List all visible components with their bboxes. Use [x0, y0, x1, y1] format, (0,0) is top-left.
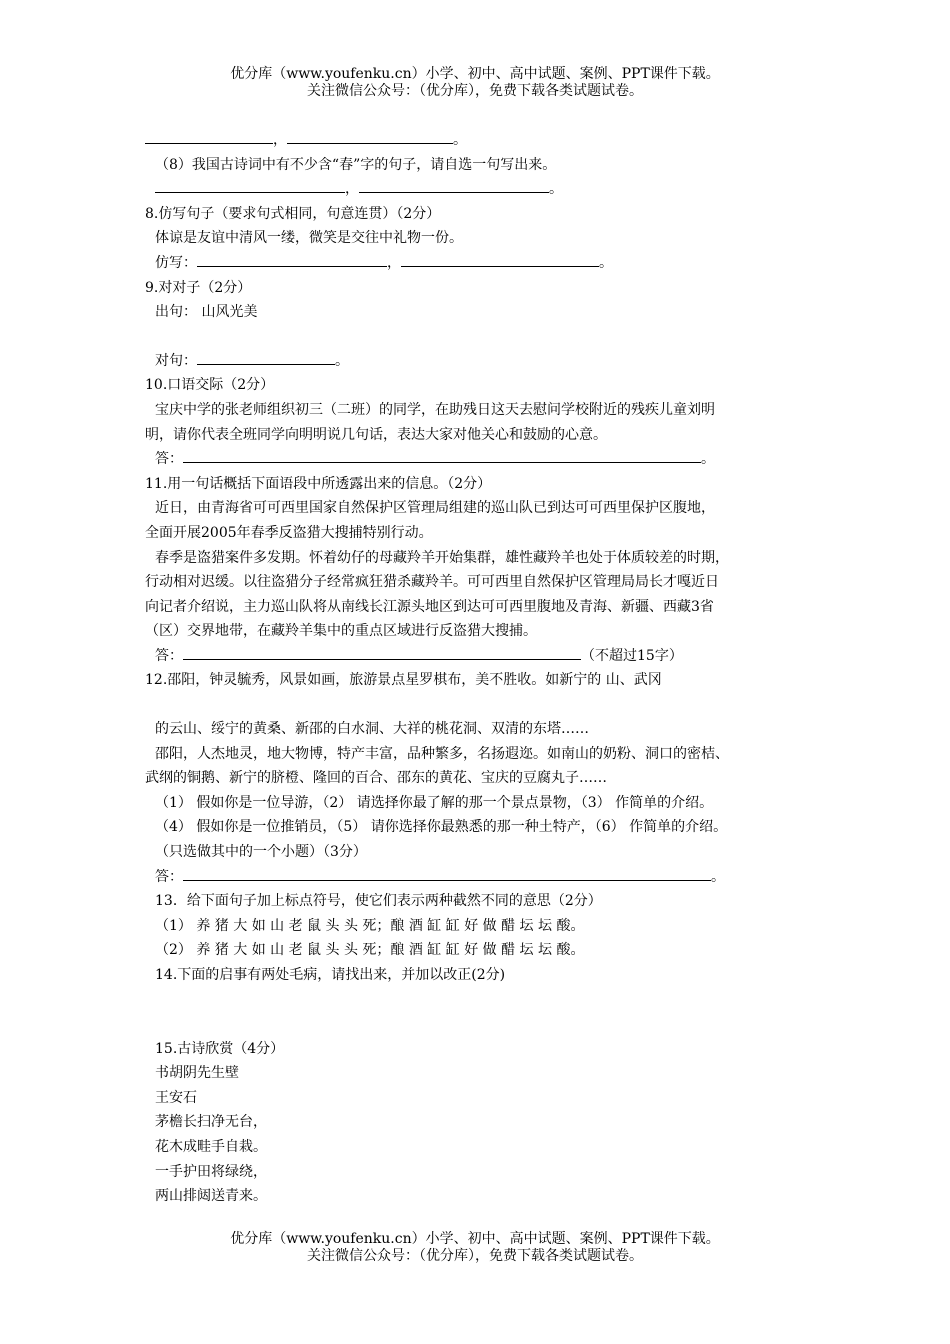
question-12-text-d: 武纲的铜鹅、新宁的脐橙、隆回的百合、邵东的黄花、宝庆的豆腐丸子……: [145, 770, 607, 787]
page-header: [0, 66, 950, 100]
question-15-title: 15.古诗欣赏（4分）: [155, 1040, 285, 1057]
header-line-1: 优分库（www.youfenku.cn）小学、初中、高中试题、案例、PPT课件下载。: [230, 66, 720, 82]
question-12-text-a: 12.邵阳，钟灵毓秀，风景如画，旅游景点星罗棋布，美不胜收。如新宁的 山、武冈: [145, 672, 662, 689]
question-11-para-2d: （区）交界地带，在藏羚羊集中的重点区域进行反盗猎大搜捕。: [145, 623, 537, 640]
question-14-title: 14.下面的启事有两处毛病，请找出来，并加以改正(2分): [155, 967, 506, 983]
question-10-title: 10.口语交际（2分）: [145, 377, 275, 394]
question-9-title: 9.对对子（2分）: [145, 279, 252, 296]
question-12-text-c: 邵阳，人杰地灵，地大物博，特产丰富，品种繁多，名扬遐迩。如南山的奶粉、洞口的密桔、: [155, 745, 729, 762]
page-footer: [0, 1231, 950, 1265]
question-12-option-f: （4） 假如你是一位推销员，（5） 请你选择你最熟悉的那一种土特产，（6） 作简单的介绍。: [155, 819, 728, 836]
answer-line-q7-8: ， 。: [145, 177, 835, 202]
question-9-prompt: 出句： 山风光美: [155, 304, 258, 321]
poem-line-2: 花木成畦手自栽。: [155, 1138, 267, 1155]
blank[interactable]: [183, 645, 581, 660]
poem-line-4: 两山排闼送青来。: [155, 1188, 267, 1205]
question-11-para-1a: 近日，由青海省可可西里国家自然保护区管理局组建的巡山队已到达可可西里保护区腹地，: [155, 500, 715, 517]
question-11-title: 11.用一句话概括下面语段中所透露出来的信息。（2分）: [145, 475, 492, 492]
footer-line-2: 关注微信公众号：（优分库），免费下载各类试题试卷。: [307, 1248, 643, 1264]
answer-line-q9: 对句： 。: [145, 349, 835, 374]
blank[interactable]: [359, 178, 549, 193]
answer-line-q12: 答： 。: [145, 865, 835, 890]
question-10-text-1: 宝庆中学的张老师组织初三（二班）的同学，在助残日这天去慰问学校附近的残疾儿童刘明: [155, 401, 715, 418]
answer-line-q10: 答： 。: [145, 447, 835, 472]
question-13-item-2: （2） 养 猪 大 如 山 老 鼠 头 头 死；酿 酒 缸 缸 好 做 醋 坛 坛 酸。: [155, 942, 585, 959]
question-11-para-2b: 行动相对迟缓。以往盗猎分子经常疯狂猎杀藏羚羊。可可西里自然保护区管理局局长才嘎近日: [145, 574, 719, 591]
blank[interactable]: [287, 129, 453, 144]
answer-line-q11: 答： （不超过15字）: [145, 644, 835, 669]
question-12-option-e: （1） 假如你是一位导游，（2） 请选择你最了解的那一个景点景物，（3） 作简单的介绍。: [155, 794, 714, 811]
answer-line-q7-7: ， 。: [145, 128, 835, 153]
question-13-title: 13．给下面句子加上标点符号，使它们表示两种截然不同的意思（2分）: [155, 893, 602, 910]
question-12-note: （只选做其中的一个小题）（3分）: [155, 844, 367, 861]
blank[interactable]: [197, 350, 335, 365]
poem-author: 王安石: [155, 1089, 197, 1106]
document-body: [145, 128, 835, 1209]
question-12-text-b: 的云山、绥宁的黄桑、新邵的白水洞、大祥的桃花洞、双清的东塔……: [155, 721, 589, 738]
blank[interactable]: [401, 252, 599, 267]
question-11-para-2c: 向记者介绍说，主力巡山队将从南线长江源头地区到达可可西里腹地及青海、新疆、西藏3省: [145, 598, 714, 615]
blank[interactable]: [183, 866, 711, 881]
question-7-8: （8）我国古诗词中有不少含“春”字的句子，请自选一句写出来。: [155, 156, 557, 173]
answer-line-q8: 仿写： ， 。: [145, 251, 835, 276]
blank[interactable]: [155, 178, 345, 193]
header-line-2: 关注微信公众号：（优分库），免费下载各类试题试卷。: [307, 83, 643, 99]
question-8-text: 体谅是友谊中清风一缕，微笑是交往中礼物一份。: [155, 230, 463, 247]
blank[interactable]: [183, 448, 701, 463]
question-8-title: 8.仿写句子（要求句式相同，句意连贯）（2分）: [145, 205, 441, 222]
question-11-para-1b: 全面开展2005年春季反盗猎大搜捕特别行动。: [145, 524, 433, 541]
question-10-text-2: 明，请你代表全班同学向明明说几句话，表达大家对他关心和鼓励的心意。: [145, 426, 607, 443]
blank[interactable]: [145, 129, 273, 144]
poem-title: 书胡阴先生壁: [155, 1065, 239, 1082]
footer-line-1: 优分库（www.youfenku.cn）小学、初中、高中试题、案例、PPT课件下载。: [230, 1231, 720, 1247]
question-11-para-2a: 春季是盗猎案件多发期。怀着幼仔的母藏羚羊开始集群，雄性藏羚羊也处于体质较差的时期，: [155, 549, 729, 566]
blank[interactable]: [197, 252, 387, 267]
poem-line-1: 茅檐长扫净无台，: [155, 1114, 267, 1131]
poem-line-3: 一手护田将绿绕，: [155, 1163, 267, 1180]
question-13-item-1: （1） 养 猪 大 如 山 老 鼠 头 头 死；酿 酒 缸 缸 好 做 醋 坛 坛 酸。: [155, 917, 585, 934]
